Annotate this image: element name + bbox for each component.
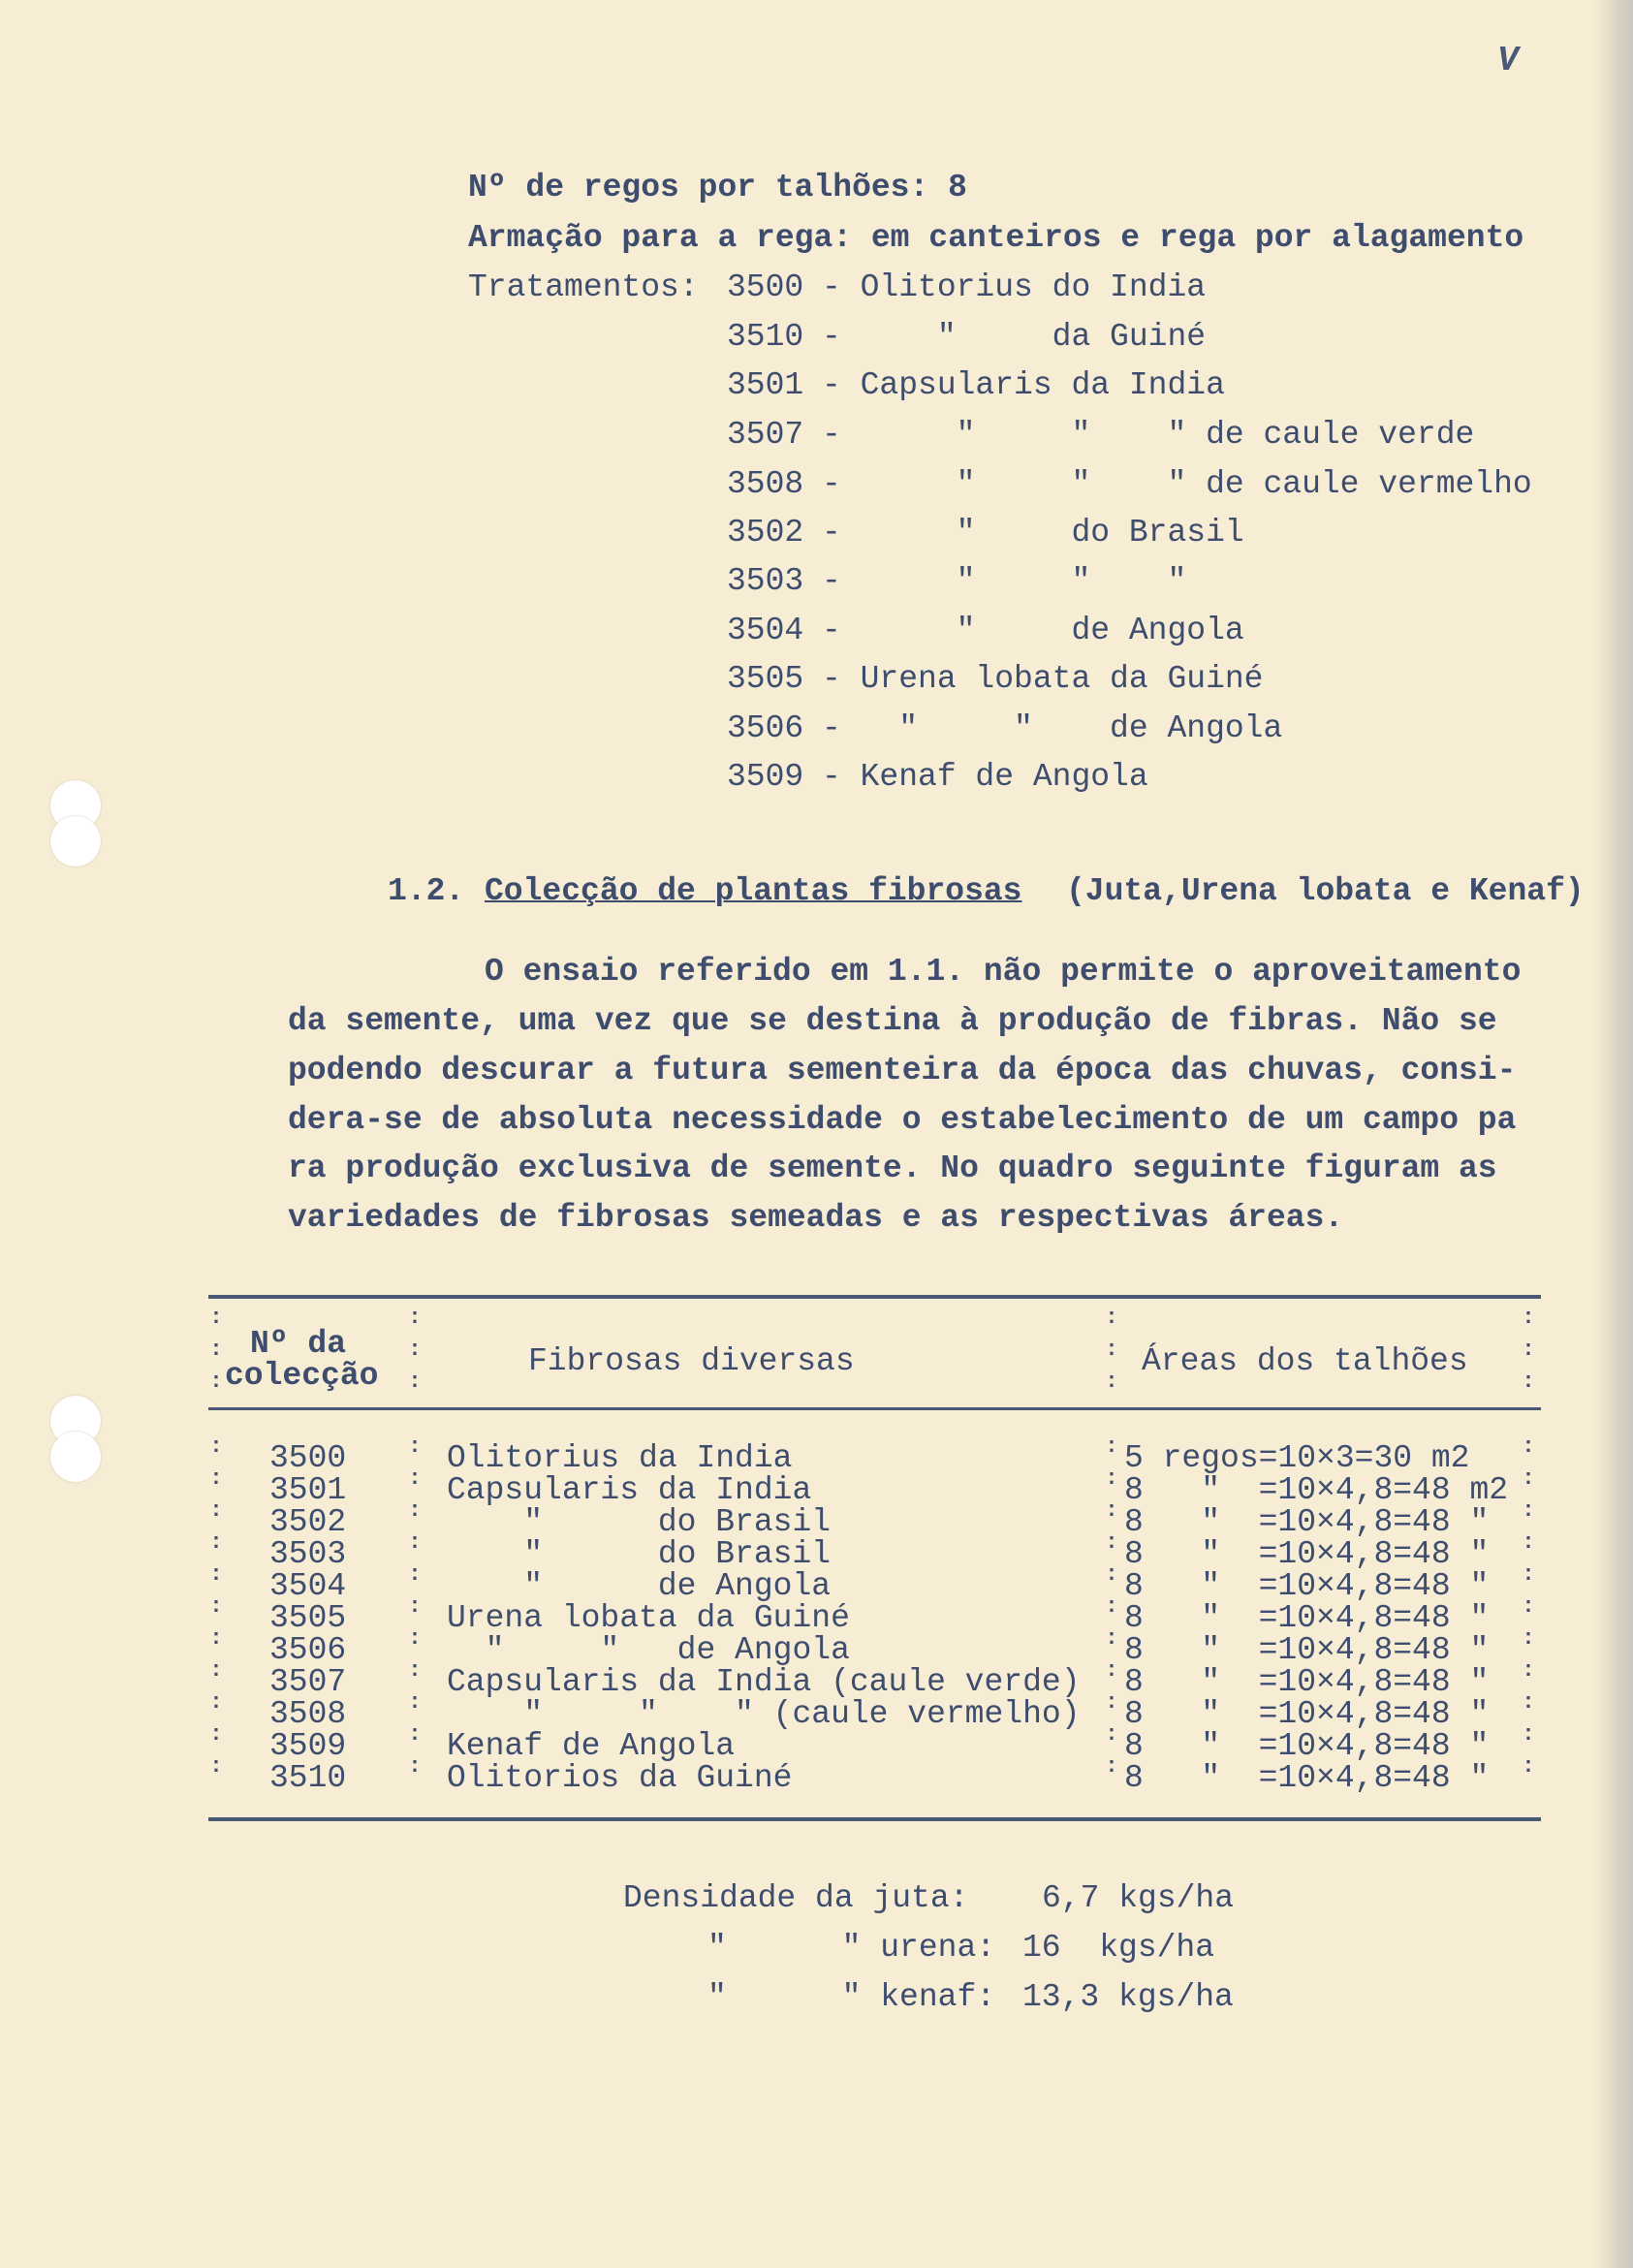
treatment-code: 3505 bbox=[727, 661, 804, 697]
table-border-right: : : : bbox=[1522, 1306, 1535, 1394]
row-area: 8 " =10×4,8=48 " bbox=[1124, 1728, 1490, 1764]
table-bottom-rule bbox=[208, 1817, 1541, 1821]
treatment-desc: - " da Guiné bbox=[822, 319, 1207, 355]
row-area: 8 " =10×4,8=48 " bbox=[1124, 1760, 1490, 1796]
row-number: 3509 bbox=[269, 1728, 347, 1764]
row-name: Olitorios da Guiné bbox=[447, 1760, 793, 1796]
paragraph-line: dera-se de absoluta necessidade o estabelecimento de um campo pa bbox=[288, 1102, 1517, 1138]
row-number: 3505 bbox=[269, 1600, 347, 1636]
row-name: " do Brasil bbox=[447, 1504, 832, 1540]
row-number: 3500 bbox=[269, 1440, 347, 1476]
treatment-desc: - " do Brasil bbox=[822, 515, 1244, 551]
section-number: 1.2. bbox=[388, 873, 465, 909]
armacao-line: Armação para a rega: em canteiros e rega por alagamento bbox=[468, 220, 1524, 256]
paper-edge-shadow bbox=[1594, 0, 1633, 2268]
punch-hole-lower-b bbox=[50, 1432, 101, 1482]
row-area: 5 regos=10×3=30 m2 bbox=[1124, 1440, 1470, 1476]
density-value: 16 kgs/ha bbox=[1022, 1930, 1215, 1966]
row-number: 3502 bbox=[269, 1504, 347, 1540]
paragraph-line: O ensaio referido em 1.1. não permite o aproveitamento bbox=[485, 954, 1522, 990]
treatment-desc: - " " de Angola bbox=[822, 710, 1283, 746]
row-name: Capsularis da India (caule verde) bbox=[447, 1664, 1081, 1700]
paragraph-line: variedades de fibrosas semeadas e as respectivas áreas. bbox=[288, 1200, 1344, 1236]
row-number: 3504 bbox=[269, 1568, 347, 1604]
row-number: 3508 bbox=[269, 1696, 347, 1732]
header-areas: Áreas dos talhões bbox=[1142, 1343, 1468, 1379]
treatment-code: 3508 bbox=[727, 466, 804, 502]
table-divider-2-body: : : : : : : : : : : : bbox=[1105, 1434, 1118, 1779]
row-name: Urena lobata da Guiné bbox=[447, 1600, 850, 1636]
table-border-left-body: : : : : : : : : : : : bbox=[209, 1434, 223, 1779]
header-colecao-line1: Nº da bbox=[250, 1326, 347, 1362]
paragraph-line: da semente, uma vez que se destina à produção de fibras. Não se bbox=[288, 1003, 1497, 1039]
punch-hole-upper-b bbox=[50, 816, 101, 866]
table-border-left: : : : bbox=[209, 1306, 223, 1394]
treatment-code: 3507 bbox=[727, 417, 804, 453]
treatment-desc: - Capsularis da India bbox=[822, 367, 1225, 403]
table-divider-2: : : : bbox=[1105, 1306, 1118, 1394]
section-title-suffix: (Juta,Urena lobata e Kenaf) bbox=[1066, 873, 1585, 909]
density-label: " " urena: bbox=[707, 1930, 996, 1966]
table-divider-1: : : : bbox=[408, 1306, 422, 1394]
density-label: " " kenaf: bbox=[707, 1979, 996, 2015]
treatments-label: Tratamentos: bbox=[468, 269, 699, 305]
row-number: 3503 bbox=[269, 1536, 347, 1572]
regos-line: Nº de regos por talhões: 8 bbox=[468, 170, 967, 205]
table-divider-1-body: : : : : : : : : : : : bbox=[408, 1434, 422, 1779]
row-area: 8 " =10×4,8=48 " bbox=[1124, 1568, 1490, 1604]
row-name: " do Brasil bbox=[447, 1536, 832, 1572]
treatment-code: 3503 bbox=[727, 563, 804, 599]
treatment-desc: - " " " bbox=[822, 563, 1187, 599]
treatment-code: 3501 bbox=[727, 367, 804, 403]
treatment-code: 3504 bbox=[727, 613, 804, 648]
table-header-rule bbox=[208, 1407, 1541, 1410]
row-area: 8 " =10×4,8=48 " bbox=[1124, 1600, 1490, 1636]
density-value: 13,3 kgs/ha bbox=[1022, 1979, 1234, 2015]
row-area: 8 " =10×4,8=48 " bbox=[1124, 1664, 1490, 1700]
row-name: " " " (caule vermelho) bbox=[447, 1696, 1081, 1732]
row-area: 8 " =10×4,8=48 " bbox=[1124, 1632, 1490, 1668]
treatment-code: 3510 bbox=[727, 319, 804, 355]
row-number: 3506 bbox=[269, 1632, 347, 1668]
row-name: Olitorius da India bbox=[447, 1440, 793, 1476]
header-fibrosas: Fibrosas diversas bbox=[528, 1343, 855, 1379]
row-name: Kenaf de Angola bbox=[447, 1728, 736, 1764]
treatment-desc: - " " " de caule verde bbox=[822, 417, 1475, 453]
row-number: 3507 bbox=[269, 1664, 347, 1700]
treatment-code: 3506 bbox=[727, 710, 804, 746]
paragraph-line: podendo descurar a futura sementeira da época das chuvas, consi- bbox=[288, 1053, 1517, 1088]
treatment-desc: - " " " de caule vermelho bbox=[822, 466, 1532, 502]
row-area: 8 " =10×4,8=48 " bbox=[1124, 1696, 1490, 1732]
row-area: 8 " =10×4,8=48 " bbox=[1124, 1504, 1490, 1540]
treatment-code: 3509 bbox=[727, 759, 804, 795]
treatment-code: 3502 bbox=[727, 515, 804, 551]
row-name: Capsularis da India bbox=[447, 1472, 812, 1508]
row-area: 8 " =10×4,8=48 " bbox=[1124, 1536, 1490, 1572]
header-colecao-line2: colecção bbox=[225, 1358, 379, 1394]
page-number: V bbox=[1497, 41, 1519, 80]
row-area: 8 " =10×4,8=48 m2 bbox=[1124, 1472, 1509, 1508]
density-label: Densidade da juta: bbox=[623, 1880, 969, 1916]
section-title: Colecção de plantas fibrosas bbox=[485, 873, 1022, 909]
treatment-code: 3500 bbox=[727, 269, 804, 305]
treatment-desc: - Olitorius do India bbox=[822, 269, 1207, 305]
paragraph-line: ra produção exclusiva de semente. No quadro seguinte figuram as bbox=[288, 1150, 1497, 1186]
row-number: 3510 bbox=[269, 1760, 347, 1796]
row-name: " de Angola bbox=[447, 1568, 832, 1604]
treatment-desc: - Urena lobata da Guiné bbox=[822, 661, 1264, 697]
density-value: 6,7 kgs/ha bbox=[1042, 1880, 1235, 1916]
treatment-desc: - Kenaf de Angola bbox=[822, 759, 1148, 795]
table-top-rule bbox=[208, 1295, 1541, 1299]
row-number: 3501 bbox=[269, 1472, 347, 1508]
row-name: " " de Angola bbox=[447, 1632, 850, 1668]
table-border-right-body: : : : : : : : : : : : bbox=[1522, 1434, 1535, 1779]
treatment-desc: - " de Angola bbox=[822, 613, 1244, 648]
